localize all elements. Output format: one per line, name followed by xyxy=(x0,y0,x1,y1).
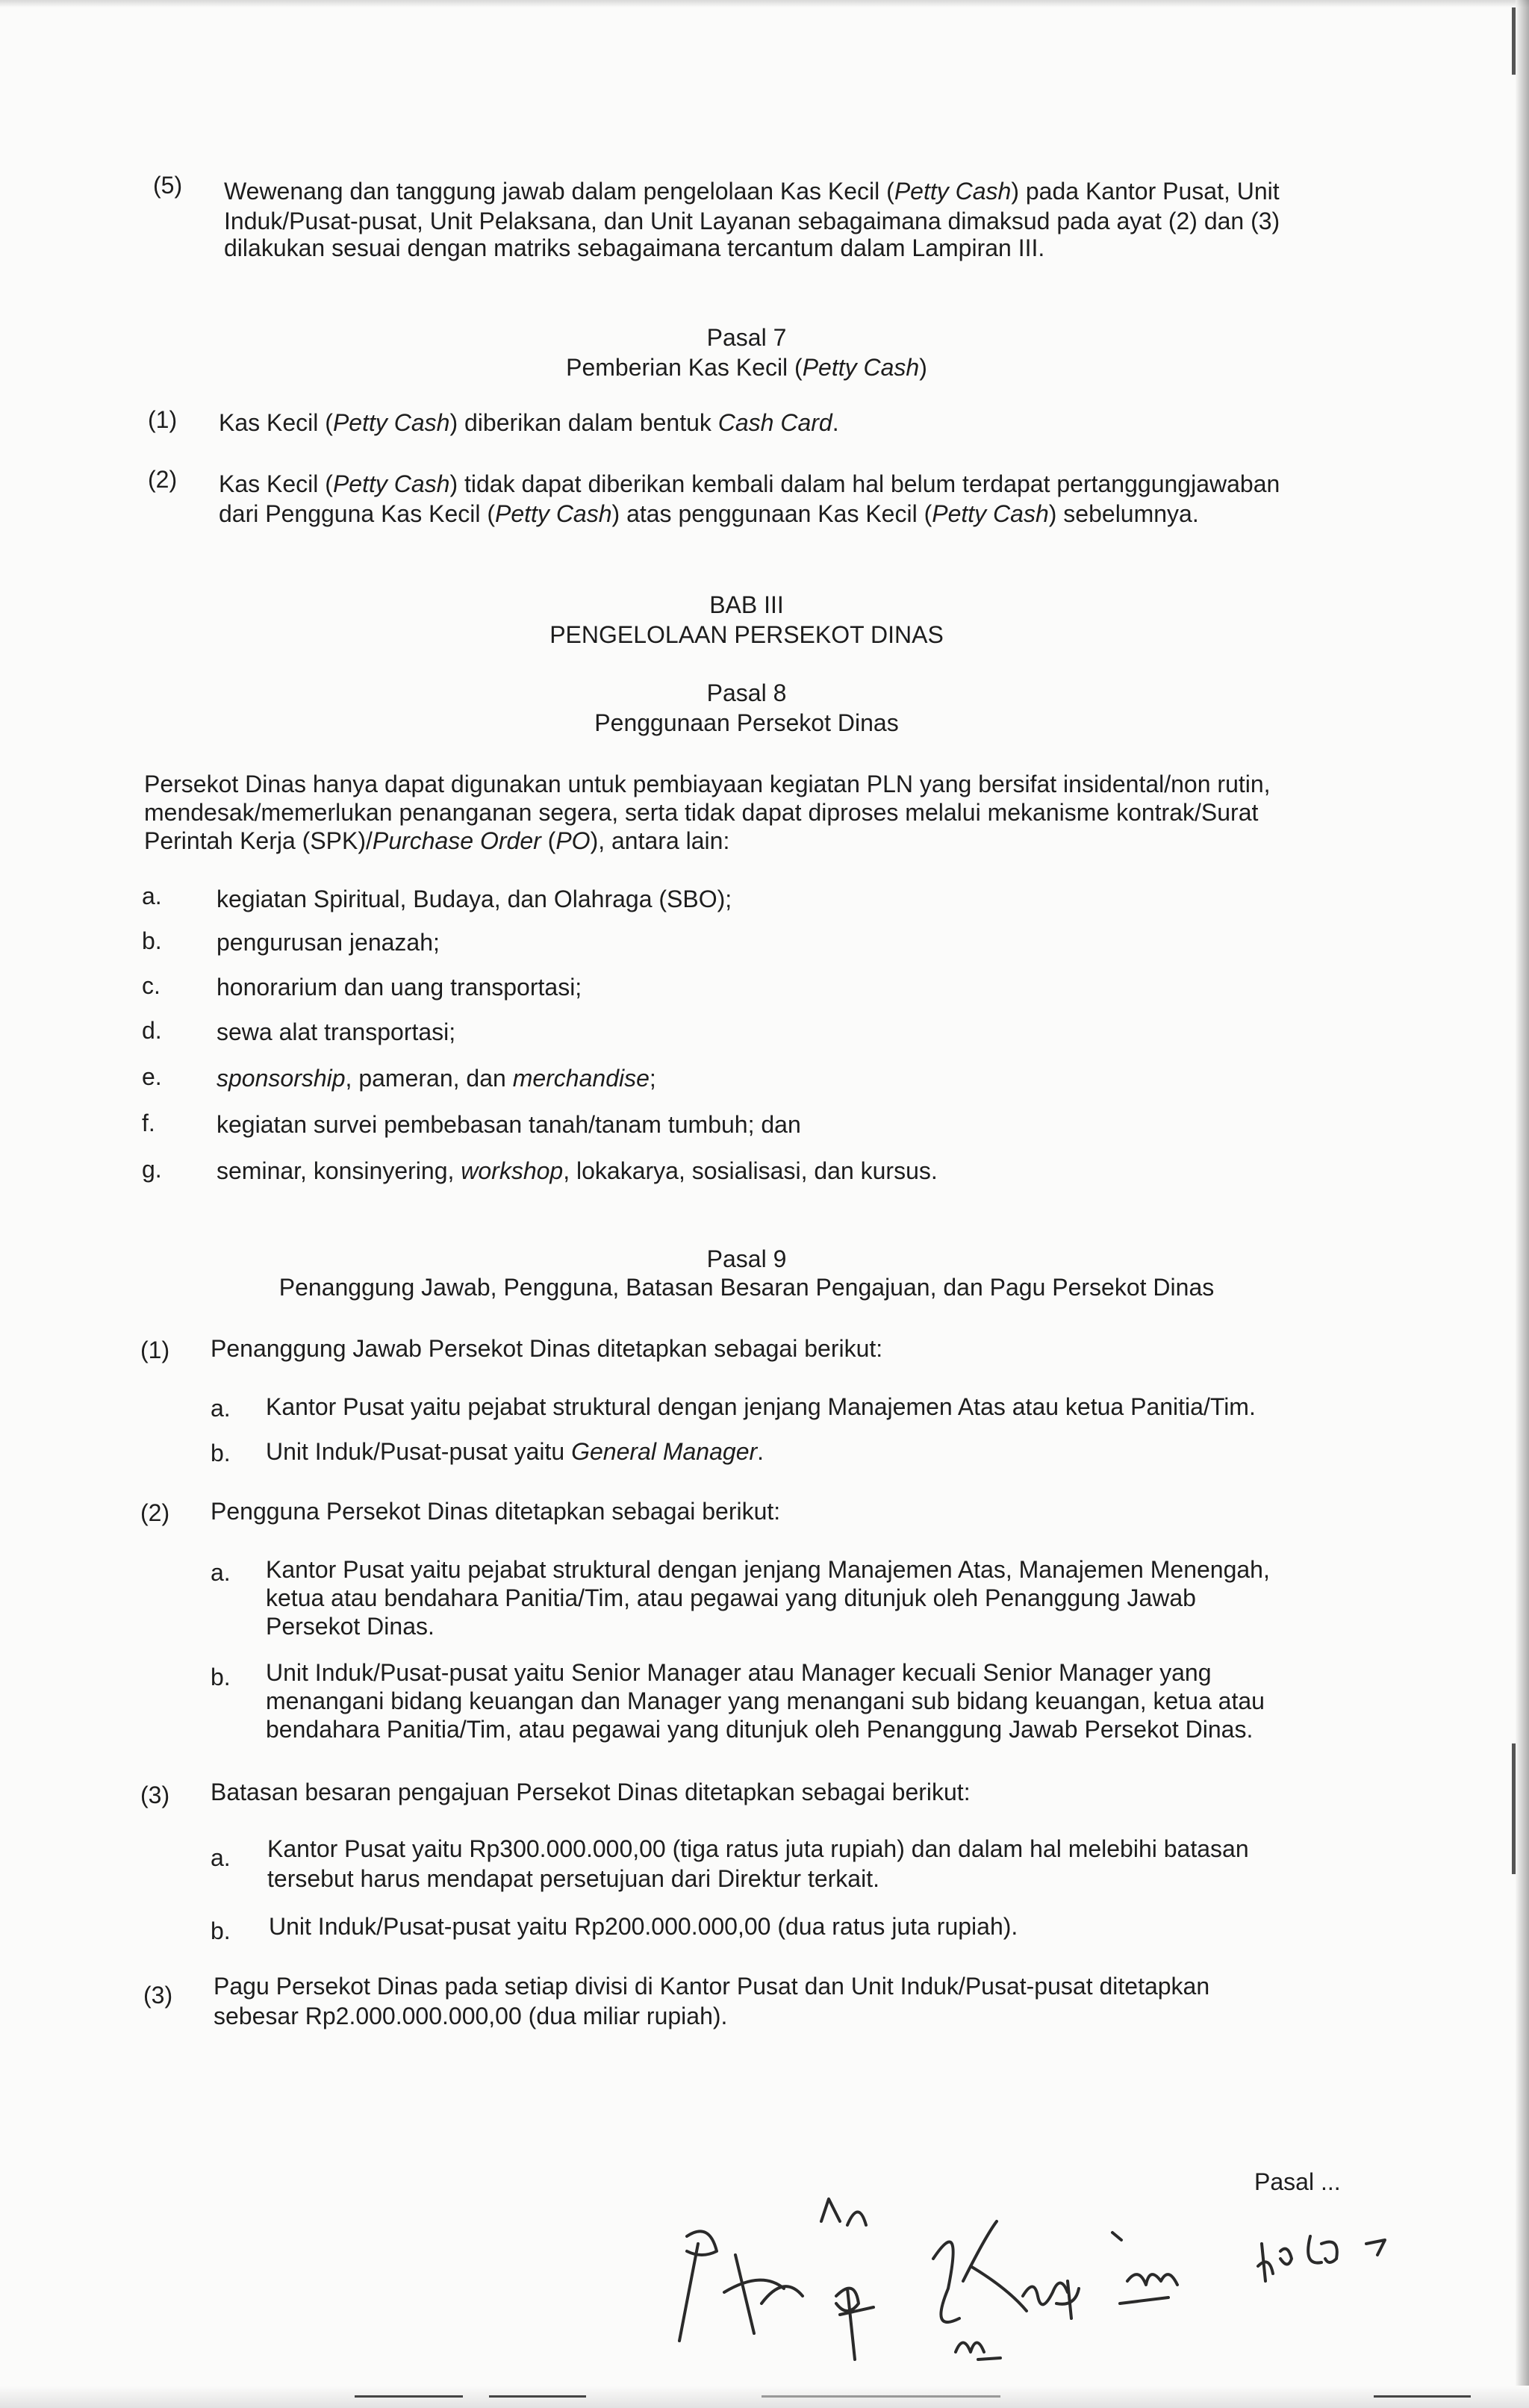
paragraph-number: (5) xyxy=(153,172,183,199)
paragraph-line: mendesak/memerlukan penanganan segera, serta tidak dapat diproses melalui mekanisme kontrak/Surat xyxy=(144,799,1259,826)
scan-bottom-mark xyxy=(355,2395,463,2398)
list-item: honorarium dan uang transportasi; xyxy=(217,974,582,1001)
scan-bottom-mark xyxy=(1374,2395,1471,2398)
list-letter: b. xyxy=(211,1440,231,1466)
list-letter: d. xyxy=(142,1017,162,1044)
list-item-line: tersebut harus mendapat persetujuan dari Direktur terkait. xyxy=(267,1865,879,1892)
list-item: pengurusan jenazah; xyxy=(217,929,440,956)
article-title: Penanggung Jawab, Pengguna, Batasan Besaran Pengajuan, dan Pagu Persekot Dinas xyxy=(278,1274,1215,1301)
article-title: Pemberian Kas Kecil (Petty Cash) xyxy=(566,354,927,381)
paragraph-number: (1) xyxy=(148,406,178,433)
list-item: kegiatan survei pembebasan tanah/tanam tumbuh; dan xyxy=(217,1111,801,1138)
scan-right-edge xyxy=(1516,0,1529,2408)
list-item: sponsorship, pameran, dan merchandise; xyxy=(217,1065,656,1092)
handwritten-initials xyxy=(650,2191,1426,2371)
list-item: kegiatan Spiritual, Budaya, dan Olahraga (SBO); xyxy=(217,886,732,912)
scan-bottom-mark xyxy=(762,2395,1000,2398)
paragraph-line: Kas Kecil (Petty Cash) diberikan dalam bentuk Cash Card. xyxy=(219,409,839,436)
list-letter: a. xyxy=(142,883,162,909)
list-item-line: bendahara Panitia/Tim, atau pegawai yang ditunjuk oleh Penanggung Jawab Persekot Dinas. xyxy=(266,1716,1254,1743)
chapter-title: PENGELOLAAN PERSEKOT DINAS xyxy=(549,621,944,648)
list-letter: c. xyxy=(142,972,161,999)
paragraph-number: (3) xyxy=(140,1782,170,1808)
list-item: sewa alat transportasi; xyxy=(217,1018,456,1045)
paragraph-line: Pengguna Persekot Dinas ditetapkan sebagai berikut: xyxy=(211,1498,781,1525)
paragraph-line: Pagu Persekot Dinas pada setiap divisi di Kantor Pusat dan Unit Induk/Pusat-pusat ditetapkan xyxy=(214,1973,1210,2000)
paragraph-line: Induk/Pusat-pusat, Unit Pelaksana, dan Unit Layanan sebagaimana dimaksud pada ayat (2) dan (3) xyxy=(224,208,1280,234)
list-item: seminar, konsinyering, workshop, lokakarya, sosialisasi, dan kursus. xyxy=(217,1157,938,1184)
paragraph-number: (3) xyxy=(143,1982,173,2009)
paragraph-line: sebesar Rp2.000.000.000,00 (dua miliar rupiah). xyxy=(214,2003,728,2029)
list-letter: b. xyxy=(211,1917,231,1944)
paragraph-number: (2) xyxy=(140,1499,170,1526)
list-item: Unit Induk/Pusat-pusat yaitu General Manager. xyxy=(266,1438,764,1465)
scan-top-edge xyxy=(0,0,1529,7)
article-heading: Pasal 8 xyxy=(706,679,787,706)
list-item-line: menangani bidang keuangan dan Manager yang menangani sub bidang keuangan, ketua atau xyxy=(266,1687,1265,1714)
article-title: Penggunaan Persekot Dinas xyxy=(594,709,899,736)
list-item: Kantor Pusat yaitu pejabat struktural dengan jenjang Manajemen Atas atau ketua Panitia/Tim. xyxy=(266,1393,1256,1420)
list-letter: e. xyxy=(142,1063,162,1090)
paragraph-line: Batasan besaran pengajuan Persekot Dinas ditetapkan sebagai berikut: xyxy=(211,1779,971,1805)
list-letter: b. xyxy=(211,1664,231,1690)
list-item-line: ketua atau bendahara Panitia/Tim, atau pegawai yang ditunjuk oleh Penanggung Jawab xyxy=(266,1584,1196,1611)
scan-bottom-mark xyxy=(489,2395,586,2398)
paragraph-line: Wewenang dan tanggung jawab dalam pengelolaan Kas Kecil (Petty Cash) pada Kantor Pusat, Unit xyxy=(224,178,1280,205)
list-letter: a. xyxy=(211,1559,231,1586)
list-letter: b. xyxy=(142,927,162,954)
paragraph-line: Persekot Dinas hanya dapat digunakan untuk pembiayaan kegiatan PLN yang bersifat insidental/non rutin, xyxy=(144,771,1271,797)
list-item-line: Kantor Pusat yaitu Rp300.000.000,00 (tiga ratus juta rupiah) dan dalam hal melebihi batasan xyxy=(267,1835,1249,1862)
list-letter: a. xyxy=(211,1844,231,1871)
next-page-reference: Pasal ... xyxy=(1254,2168,1341,2195)
scan-edge-mark xyxy=(1512,1743,1516,1874)
paragraph-line: dilakukan sesuai dengan matriks sebagaimana tercantum dalam Lampiran III. xyxy=(224,234,1045,261)
article-heading: Pasal 9 xyxy=(706,1245,787,1272)
paragraph-number: (2) xyxy=(148,466,178,493)
article-heading: Pasal 7 xyxy=(706,324,787,351)
list-item-line: Kantor Pusat yaitu pejabat struktural dengan jenjang Manajemen Atas, Manajemen Menengah, xyxy=(266,1556,1270,1583)
list-letter: g. xyxy=(142,1156,162,1183)
chapter-heading: BAB III xyxy=(709,591,784,618)
paragraph-line: Penanggung Jawab Persekot Dinas ditetapkan sebagai berikut: xyxy=(211,1335,883,1362)
paragraph-number: (1) xyxy=(140,1337,170,1363)
paragraph-line: Perintah Kerja (SPK)/Purchase Order (PO), antara lain: xyxy=(144,827,730,854)
list-item-line: Unit Induk/Pusat-pusat yaitu Senior Manager atau Manager kecuali Senior Manager yang xyxy=(266,1659,1212,1686)
list-letter: a. xyxy=(211,1395,231,1422)
list-item: Unit Induk/Pusat-pusat yaitu Rp200.000.000,00 (dua ratus juta rupiah). xyxy=(269,1913,1018,1940)
list-letter: f. xyxy=(142,1110,155,1136)
list-item-line: Persekot Dinas. xyxy=(266,1613,435,1640)
paragraph-line: Kas Kecil (Petty Cash) tidak dapat diberikan kembali dalam hal belum terdapat pertanggungjawaban xyxy=(219,470,1280,497)
scan-edge-mark xyxy=(1512,7,1516,75)
paragraph-line: dari Pengguna Kas Kecil (Petty Cash) atas penggunaan Kas Kecil (Petty Cash) sebelumnya. xyxy=(219,500,1199,527)
